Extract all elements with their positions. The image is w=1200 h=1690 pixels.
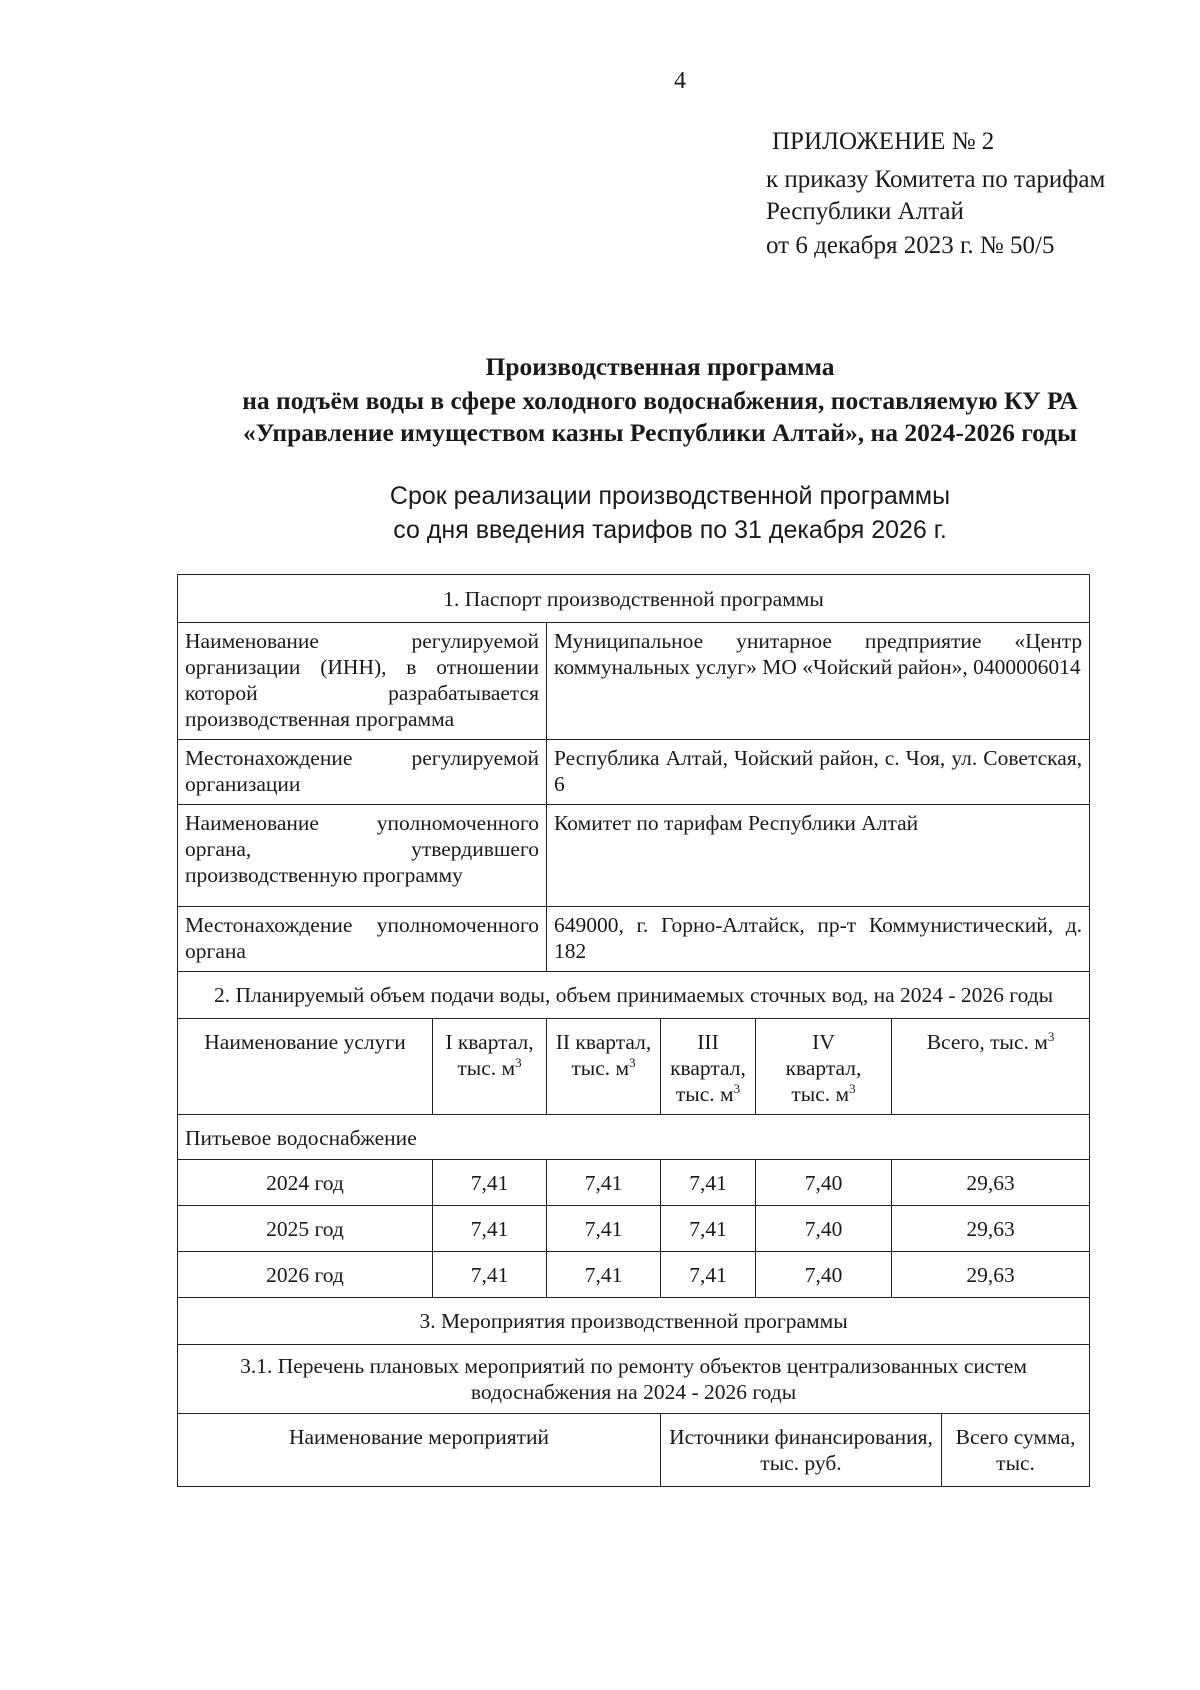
year-cell: 2026 год <box>178 1252 433 1298</box>
passport-label: Наименование регулируемой организации (ИНН), в отношении которой разрабатывается производственная программа <box>178 623 547 740</box>
passport-value: Муниципальное унитарное предприятие «Центр коммунальных услуг» МО «Чойский район», 0400006014 <box>547 623 1090 740</box>
q3-cell: 7,41 <box>661 1252 756 1298</box>
passport-label: Наименование уполномоченного органа, утвердившего производственную программу <box>178 805 547 907</box>
program-table <box>177 574 1090 1487</box>
volume-data-row <box>178 1252 1090 1298</box>
q4-cell: 7,40 <box>756 1206 892 1252</box>
volume-header-row <box>178 972 1090 1019</box>
passport-header-row <box>178 575 1090 623</box>
column-total: Всего, тыс. $м^3$ <box>892 1019 1090 1115</box>
passport-label: Местонахождение регулируемой организации <box>178 740 547 805</box>
passport-value: Комитет по тарифам Республики Алтай <box>547 805 1090 907</box>
column-funding-sources: Источники финансирования, тыс. руб. <box>661 1414 942 1487</box>
measures-columns-row <box>178 1414 1090 1487</box>
q1-cell: 7,41 <box>433 1206 547 1252</box>
total-cell: 29,63 <box>892 1206 1090 1252</box>
section-row <box>178 1115 1090 1160</box>
q1-cell: 7,41 <box>433 1252 547 1298</box>
q3-cell: 7,41 <box>661 1206 756 1252</box>
passport-row <box>178 740 1090 805</box>
passport-value: Республика Алтай, Чойский район, с. Чоя, ул. Советская, 6 <box>547 740 1090 805</box>
document-title-line2: на подъём воды в сфере холодного водоснабжения, поставляемую КУ РА <box>242 386 1078 415</box>
appendix-order-line: к приказу Комитета по тарифам <box>766 166 1106 193</box>
term-line1: Срок реализации производственной программы <box>389 482 951 510</box>
volume-columns-row <box>178 1019 1090 1115</box>
measures-subheader-row <box>178 1345 1090 1414</box>
page-number: 4 <box>674 68 686 94</box>
term-line2: со дня введения тарифов по 31 декабря 2026 г. <box>393 516 947 544</box>
measures-header: 3. Мероприятия производственной программы <box>178 1298 1090 1345</box>
passport-row <box>178 805 1090 907</box>
volume-data-row <box>178 1206 1090 1252</box>
document-title-line3: «Управление имуществом казны Республики Алтай», на 2024-2026 годы <box>243 418 1077 447</box>
volume-header: 2. Планируемый объем подачи воды, объем принимаемых сточных вод, на 2024 - 2026 годы <box>178 972 1090 1019</box>
q2-cell: 7,41 <box>547 1160 661 1206</box>
passport-row <box>178 623 1090 740</box>
passport-row <box>178 907 1090 972</box>
year-cell: 2025 год <box>178 1206 433 1252</box>
appendix-region-line: Республики Алтай <box>766 198 964 225</box>
passport-value: 649000, г. Горно-Алтайск, пр-т Коммунистический, д. 182 <box>547 907 1090 972</box>
q3-cell: 7,41 <box>661 1160 756 1206</box>
q4-cell: 7,40 <box>756 1160 892 1206</box>
column-q1: I квартал, тыс. $м^3$ <box>433 1019 547 1115</box>
column-measure-name: Наименование мероприятий <box>178 1414 661 1487</box>
q2-cell: 7,41 <box>547 1252 661 1298</box>
section-potable-water: Питьевое водоснабжение <box>178 1115 1090 1160</box>
total-cell: 29,63 <box>892 1160 1090 1206</box>
document-title: Производственная программа <box>485 352 835 381</box>
volume-data-row <box>178 1160 1090 1206</box>
passport-label: Местонахождение уполномоченного органа <box>178 907 547 972</box>
column-service: Наименование услуги <box>178 1019 433 1115</box>
column-q4: IV квартал, тыс. $м^3$ <box>756 1019 892 1115</box>
q4-cell: 7,40 <box>756 1252 892 1298</box>
column-q2: II квартал, тыс. $м^3$ <box>547 1019 661 1115</box>
year-cell: 2024 год <box>178 1160 433 1206</box>
q1-cell: 7,41 <box>433 1160 547 1206</box>
appendix-title: ПРИЛОЖЕНИЕ № 2 <box>772 128 995 155</box>
measures-subheader: 3.1. Перечень плановых мероприятий по ремонту объектов централизованных систем водоснабжения на 2024 - 2026 годы <box>178 1345 1090 1414</box>
passport-header: 1. Паспорт производственной программы <box>178 575 1090 623</box>
measures-header-row <box>178 1298 1090 1345</box>
column-q3: III квартал, тыс. $м^3$ <box>661 1019 756 1115</box>
total-cell: 29,63 <box>892 1252 1090 1298</box>
column-total-sum: Всего сумма, тыс. <box>942 1414 1090 1487</box>
appendix-date-line: от 6 декабря 2023 г. № 50/5 <box>766 232 1055 259</box>
q2-cell: 7,41 <box>547 1206 661 1252</box>
